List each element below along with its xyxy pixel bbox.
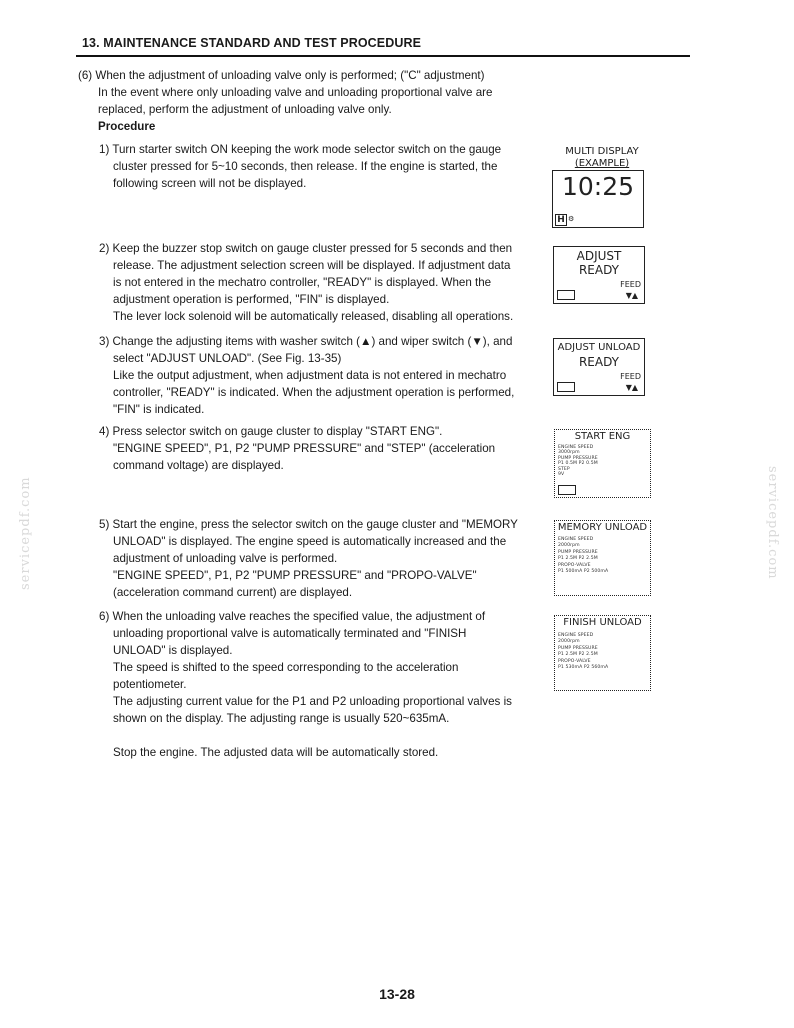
step-2-line-2: release. The adjustment selection screen will be displayed. If adjustment data xyxy=(113,259,511,272)
step-6-line-7: shown on the display. The adjusting range is usually 520~635mA. xyxy=(113,712,450,725)
memory-unload-pump-pressure-label: PUMP PRESSURE xyxy=(558,550,598,555)
page-number: 13-28 xyxy=(379,986,415,1002)
multi-display-time: 10:25 xyxy=(561,172,635,201)
multi-display-caption xyxy=(554,146,650,170)
start-eng-display-title: START ENG xyxy=(574,431,631,442)
step-1-line-3: following screen will not be displayed. xyxy=(113,177,307,190)
start-eng-engine-speed-label: ENGINE SPEED xyxy=(558,445,594,450)
adjust-display-title: ADJUST xyxy=(576,249,622,263)
section-line-1: (6) When the adjustment of unloading valve only is performed; ("C" adjustment) xyxy=(78,69,485,82)
watermark-right: servicepdf.com xyxy=(765,466,780,580)
watermark-left: servicepdf.com xyxy=(18,476,33,590)
adjust-unload-display-title: ADJUST UNLOAD xyxy=(557,342,641,353)
feed-arrows-icon: ▼▲ xyxy=(625,291,638,300)
start-eng-display-screen xyxy=(554,429,651,498)
step-3-line-5: "FIN" is indicated. xyxy=(113,403,205,416)
lever-lock-icon xyxy=(558,485,576,495)
step-2-line-1: 2) Keep the buzzer stop switch on gauge cluster pressed for 5 seconds and then xyxy=(99,242,513,255)
adjust-display-feed: FEED xyxy=(620,280,641,289)
step-6-line-1: 6) When the unloading valve reaches the specified value, the adjustment of xyxy=(99,610,486,623)
step-5-line-3: adjustment of unloading valve is performed. xyxy=(113,552,338,565)
finish-unload-engine-speed-label: ENGINE SPEED xyxy=(558,633,594,638)
step-6-line-6: The adjusting current value for the P1 and P2 unloading proportional valves is xyxy=(113,695,512,708)
start-eng-pump-pressure-label: PUMP PRESSURE xyxy=(558,456,598,461)
step-2-line-3: is not entered in the mechatro controller, "READY" is displayed. When the xyxy=(113,276,492,289)
finish-unload-pump-pressure-values: P1 2.5M P2 2.5M xyxy=(558,652,598,657)
memory-unload-propo-valve-label: PROPO-VALVE xyxy=(558,563,591,568)
adjust-display-status: READY xyxy=(578,263,620,277)
finish-unload-propo-valve-label: PROPO-VALVE xyxy=(558,659,591,664)
finish-unload-propo-valve-values: P1 530mA P2 560mA xyxy=(558,665,609,670)
step-1-line-2: cluster pressed for 5~10 seconds, then release. If the engine is started, the xyxy=(113,160,498,173)
memory-unload-display-title: MEMORY UNLOAD xyxy=(557,522,648,533)
memory-unload-display-screen xyxy=(554,520,651,596)
multi-display-caption-line-1: MULTI DISPLAY xyxy=(565,146,639,157)
page-header-title: 13. MAINTENANCE STANDARD AND TEST PROCEDURE xyxy=(82,36,422,50)
start-eng-engine-speed-value: 3000rpm xyxy=(558,450,580,455)
lever-lock-icon xyxy=(557,290,575,300)
finish-unload-display-title: FINISH UNLOAD xyxy=(563,617,642,628)
feed-arrows-icon: ▼▲ xyxy=(625,383,638,392)
multi-display-screen xyxy=(552,170,644,228)
h-mode-icon: H xyxy=(555,214,567,226)
finish-unload-display-screen xyxy=(554,615,651,691)
memory-unload-propo-valve-values: P1 500mA P2 500mA xyxy=(558,569,609,574)
step-4-line-3: command voltage) are displayed. xyxy=(113,459,284,472)
start-eng-step-label: STEP xyxy=(558,467,570,472)
step-5-line-2: UNLOAD" is displayed. The engine speed is automatically increased and the xyxy=(113,535,507,548)
step-2-line-5: The lever lock solenoid will be automatically released, disabling all operations. xyxy=(113,310,514,323)
step-3-line-4: controller, "READY" is indicated. When the adjustment operation is performed, xyxy=(113,386,515,399)
lever-lock-icon xyxy=(557,382,575,392)
section-line-2: In the event where only unloading valve and unloading proportional valve are xyxy=(98,86,493,99)
start-eng-step-value: 9V xyxy=(558,472,565,477)
step-5-line-4: "ENGINE SPEED", P1, P2 "PUMP PRESSURE" and "PROPO-VALVE" xyxy=(113,569,477,582)
step-6-line-3: UNLOAD" is displayed. xyxy=(113,644,233,657)
engine-icon: ⚙ xyxy=(568,215,575,223)
adjust-display-screen xyxy=(553,246,645,304)
header-rule xyxy=(76,55,690,57)
memory-unload-pump-pressure-values: P1 2.5M P2 2.5M xyxy=(558,556,598,561)
adjust-unload-display-feed: FEED xyxy=(620,372,641,381)
procedure-label: Procedure xyxy=(98,120,156,133)
finish-unload-engine-speed-value: 2000rpm xyxy=(558,639,580,644)
step-5-line-5: (acceleration command current) are displayed. xyxy=(113,586,353,599)
memory-unload-engine-speed-label: ENGINE SPEED xyxy=(558,537,594,542)
step-4-line-2: "ENGINE SPEED", P1, P2 "PUMP PRESSURE" and "STEP" (acceleration xyxy=(113,442,496,455)
finish-unload-pump-pressure-label: PUMP PRESSURE xyxy=(558,646,598,651)
step-3-line-2: select "ADJUST UNLOAD". (See Fig. 13-35) xyxy=(113,352,342,365)
step-1-line-1: 1) Turn starter switch ON keeping the work mode selector switch on the gauge xyxy=(99,143,502,156)
step-6-line-2: unloading proportional valve is automatically terminated and "FINISH xyxy=(113,627,467,640)
step-2-line-4: adjustment operation is performed, "FIN" is displayed. xyxy=(113,293,390,306)
step-4-line-1: 4) Press selector switch on gauge cluster to display "START ENG". xyxy=(99,425,443,438)
adjust-unload-display-status: READY xyxy=(578,355,620,369)
adjust-unload-display-screen xyxy=(553,338,645,396)
step-3-line-1: 3) Change the adjusting items with washer switch (▲) and wiper switch (▼), and xyxy=(99,335,513,348)
step-5-line-1: 5) Start the engine, press the selector switch on the gauge cluster and "MEMORY xyxy=(99,518,518,531)
step-6-line-5: potentiometer. xyxy=(113,678,187,691)
step-3-line-3: Like the output adjustment, when adjustment data is not entered in mechatro xyxy=(113,369,507,382)
multi-display-caption-line-2: (EXAMPLE) xyxy=(574,158,630,169)
final-instruction: Stop the engine. The adjusted data will be automatically stored. xyxy=(113,746,439,759)
section-line-3: replaced, perform the adjustment of unloading valve only. xyxy=(98,103,392,116)
start-eng-pump-pressure-values: P1 0.5M P2 0.5M xyxy=(558,461,598,466)
step-6-line-4: The speed is shifted to the speed corresponding to the acceleration xyxy=(113,661,459,674)
memory-unload-engine-speed-value: 2000rpm xyxy=(558,543,580,548)
